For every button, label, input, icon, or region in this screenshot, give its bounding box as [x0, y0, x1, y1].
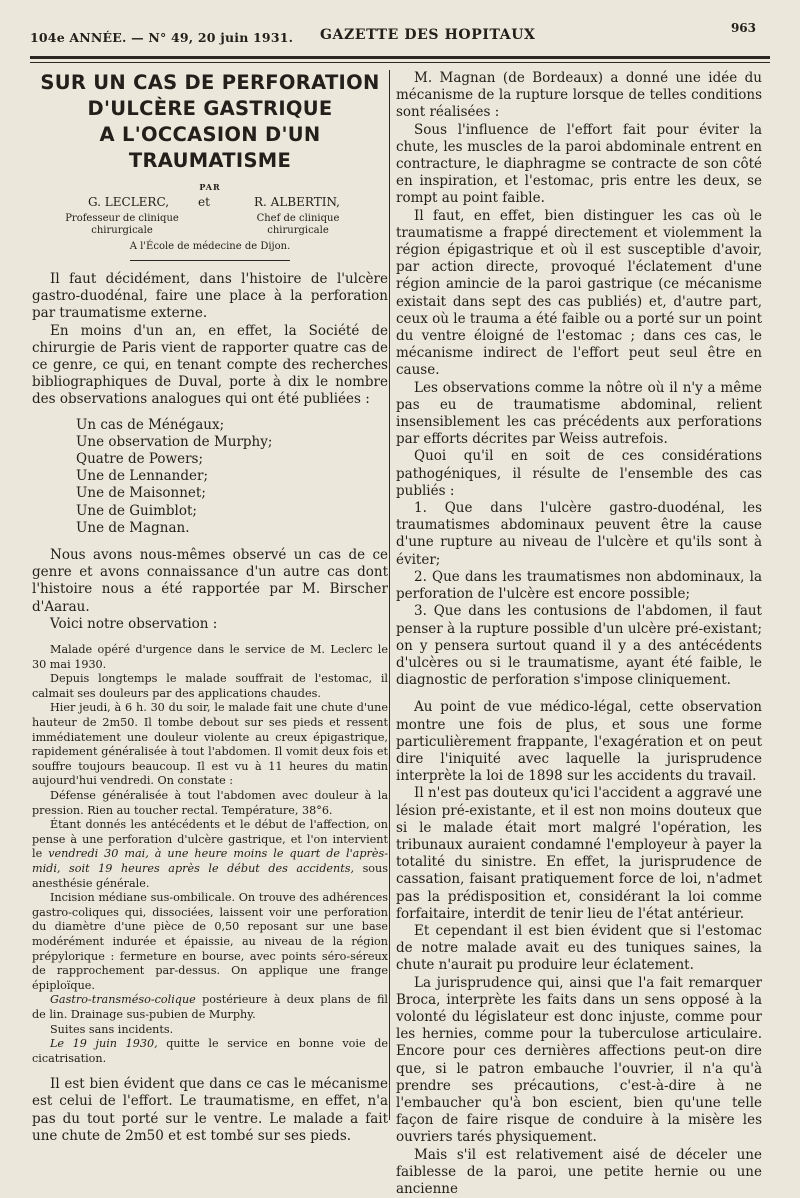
- list-item: Une de Guimblot;: [76, 502, 197, 519]
- observation-text: Défense généralisée à tout l'abdomen avec douleur à la pression. Rien au toucher rectal. Température, 38°6.: [32, 789, 388, 817]
- obs-text: postérieure à deux plans de fil de lin. Drainage sus-pubien de Murphy.: [32, 993, 388, 1021]
- obs-italic: Gastro-transméso-colique: [50, 993, 196, 1007]
- author-leclerc: G. LECLERC,: [88, 195, 170, 209]
- author-conjunction: et: [198, 195, 210, 209]
- observation-text: Malade opéré d'urgence dans le service de M. Leclerc le 30 mai 1930.: [32, 643, 388, 671]
- header-rule-thick: [30, 56, 770, 59]
- paragraph: Les observations comme la nôtre où il n'y a même pas eu de traumatisme abdominal, relient insensiblement les cas précédents aux perforations par efforts décrites par Weiss autrefois.: [396, 379, 762, 448]
- author-albertin: R. ALBERTIN,: [254, 195, 340, 209]
- affiliations: [32, 213, 388, 239]
- page-header: [26, 22, 766, 46]
- observation-text: [32, 1037, 388, 1066]
- list-item: Quatre de Powers;: [76, 451, 204, 468]
- obs-text: quitte le service en bonne voie de cicatrisation.: [32, 1037, 388, 1065]
- conclusion-item: 2. Que dans les traumatismes non abdominaux, la perforation de l'ulcère est encore possible;: [396, 568, 762, 603]
- aff2-line1: Chef de clinique: [256, 213, 340, 224]
- observation-text: Incision médiane sus-ombilicale. On trouve des adhérences gastro-coliques qui, dissociées, laissent voir une perforation du diamètre d'une pièce de 0,50 reposant sur une base modérément indurée et épaissie, au niveau de la région prépylorique : fermeture en bourse, avec points séro-séreux de rapprochement par-dessus. On applique une frange épiploïque.: [32, 891, 388, 992]
- paragraph: Quoi qu'il en soit de ces considérations pathogéniques, il résulte de l'ensemble des cas publiés :: [396, 448, 762, 499]
- aff1-line1: Professeur de clinique: [65, 213, 179, 224]
- paragraph: Sous l'influence de l'effort fait pour éviter la chute, les muscles de la paroi abdominale entrent en contracture, le diaphragme se contracte de son côté en inspiration, et l'estomac, pris entre les deux, se rompt au point faible.: [396, 121, 762, 207]
- left-column: [32, 70, 388, 1145]
- list-item: Une de Maisonnet;: [76, 485, 206, 502]
- paragraph: En moins d'un an, en effet, la Société de chirurgie de Paris vient de rapporter quatre cas de ce genre, ce qui, en tenant compte des recherches bibliographiques de Duval, porte à dix le nombre des observations analogues qui ont été publiées :: [32, 322, 388, 408]
- right-column: [396, 70, 762, 1198]
- title-line-3: A L'OCCASION D'UN TRAUMATISME: [99, 123, 321, 172]
- title-line-1: SUR UN CAS DE PERFORATION: [40, 71, 380, 94]
- conclusion-item: 1. Que dans l'ulcère gastro-duodénal, les traumatismes abdominaux peuvent être la cause d'une rupture au niveau de l'ulcère et qu'ils sont à éviter;: [396, 500, 762, 568]
- issue-info: 104e ANNÉE. — N° 49, 20 juin 1931.: [30, 30, 294, 45]
- paragraph: Au point de vue médico-légal, cette observation montre une fois de plus, et sous une forme particulièrement frappante, l'exagération et on peut dire l'iniquité avec laquelle la jurisprudence interprète la loi de 1898 sur les accidents du travail.: [396, 699, 762, 785]
- authors: [32, 195, 388, 213]
- conclusion-item: 3. Que dans les contusions de l'abdomen, il faut penser à la rupture possible d'un ulcère pré-existant; on y pensera surtout quand il y a des antécédents d'ulcères ou si le traumatisme, ayant été faible, le diagnostic de perforation s'impose cliniquement.: [396, 603, 762, 689]
- list-item: Un cas de Ménégaux;: [76, 416, 225, 433]
- obs-text: sous anesthésie générale.: [32, 861, 388, 890]
- title-line-2: D'ULCÈRE GASTRIQUE: [87, 97, 333, 120]
- byline-par: PAR: [199, 182, 221, 192]
- paragraph: Il faut décidément, dans l'histoire de l'ulcère gastro-duodénal, faire une place à la perforation par traumatisme externe.: [32, 271, 388, 322]
- case-list: [76, 417, 388, 537]
- page-number: 963: [730, 21, 756, 35]
- paragraph: Il faut, en effet, bien distinguer les cas où le traumatisme a frappé directement et violemment la région épigastrique et où il est susceptible d'avoir, par action directe, provoqué l'éclatement d'une région amincie de la paroi gastrique (ce mécanisme existait dans sept des cas publiés) et, d'autre part, ceux où le trauma a été faible ou a porté sur un point du ventre éloigné de l'estomac ; dans ces cas, le mécanisme indirect de l'effort peut seul être en cause.: [396, 207, 762, 379]
- observation-text: Hier jeudi, à 6 h. 30 du soir, le malade fait une chute d'une hauteur de 2m50. Il tombe debout sur ses pieds et ressent immédiatement une douleur violente au creux épigastrique, rapidement généralisée à tout l'abdomen. Il vomit deux fois et souffre toujours beaucoup. Il est vu à 11 heures du matin aujourd'hui vendredi. On constate :: [32, 701, 388, 788]
- aff2-line2: chirurgicale: [267, 225, 329, 236]
- obs-text: Étant donnés les antécédents et le début de l'affection, on pense à une perforation d'ulcère gastrique, et l'on intervient le: [32, 818, 388, 861]
- paragraph: Il n'est pas douteux qu'ici l'accident a aggravé une lésion pré-existante, et il est non moins douteux que si le malade était mort malgré l'opération, les tribunaux auraient condamné l'employeur à payer la totalité du sinistre. En effet, la jurisprudence de cassation, faisant pratiquement force de loi, n'admet pas la prédisposition et, considérant la loi comme forfaitaire, interdit de tenir lieu de l'état antérieur.: [396, 785, 762, 922]
- paragraph: La jurisprudence qui, ainsi que l'a fait remarquer Broca, interprète les faits dans un sens opposé à la volonté du législateur est donc injuste, comme pour les hernies, comme pour la tuberculose articulaire. Encore pour ces dernières affections peut-on dire que, si le patron embauche l'ouvrier, il n'a qu'à prendre ses précautions, c'est-à-dire à ne l'embaucher qu'à bon escient, bien qu'une telle façon de faire risque de conduire à la misère les ouvriers tarés physiquement.: [396, 974, 762, 1146]
- school: A l'École de médecine de Dijon.: [129, 241, 291, 252]
- paragraph: Et cependant il est bien évident que si l'estomac de notre malade avait eu des tuniques saines, la chute n'aurait pu produire leur éclatement.: [396, 922, 762, 974]
- paragraph: M. Magnan (de Bordeaux) a donné une idée du mécanisme de la rupture lorsque de telles conditions sont réalisées :: [396, 70, 762, 121]
- article-title: [32, 70, 388, 174]
- column-divider: [389, 70, 390, 1120]
- journal-title: GAZETTE DES HOPITAUX: [320, 27, 536, 43]
- list-item: Une observation de Murphy;: [76, 433, 273, 450]
- observation-text: Depuis longtemps le malade souffrait de l'estomac, il calmait ses douleurs par des applications chaudes.: [32, 672, 388, 700]
- observation-text: [32, 818, 388, 891]
- list-item: Une de Lennander;: [76, 468, 208, 485]
- obs-italic: Le 19 juin 1930,: [50, 1037, 158, 1051]
- aff1-line2: chirurgicale: [91, 225, 153, 236]
- obs-italic: vendredi 30 mai, à une heure moins le quart de l'après-midi, soit 19 heures après le début des accidents,: [32, 847, 388, 875]
- paragraph: Il est bien évident que dans ce cas le mécanisme est celui de l'effort. Le traumatisme, en effet, n'a pas du tout porté sur le ventre. Le malade a fait une chute de 2m50 et est tombé sur ses pieds.: [32, 1076, 388, 1144]
- observation-text: Suites sans incidents.: [50, 1022, 174, 1036]
- paragraph: Voici notre observation :: [50, 615, 218, 632]
- observation-text: [32, 993, 388, 1022]
- paragraph: Nous avons nous-mêmes observé un cas de ce genre et avons connaissance d'un autre cas dont l'histoire nous a été rapportée par M. Birscher d'Aarau.: [32, 547, 388, 615]
- affiliation-leclerc: [52, 213, 192, 237]
- header-rule-thin: [30, 62, 770, 63]
- list-item: Une de Magnan.: [76, 519, 190, 536]
- affiliation-albertin: [228, 213, 368, 237]
- paragraph: Mais s'il est relativement aisé de déceler une faiblesse de la paroi, une petite hernie ou une ancienne: [396, 1146, 762, 1197]
